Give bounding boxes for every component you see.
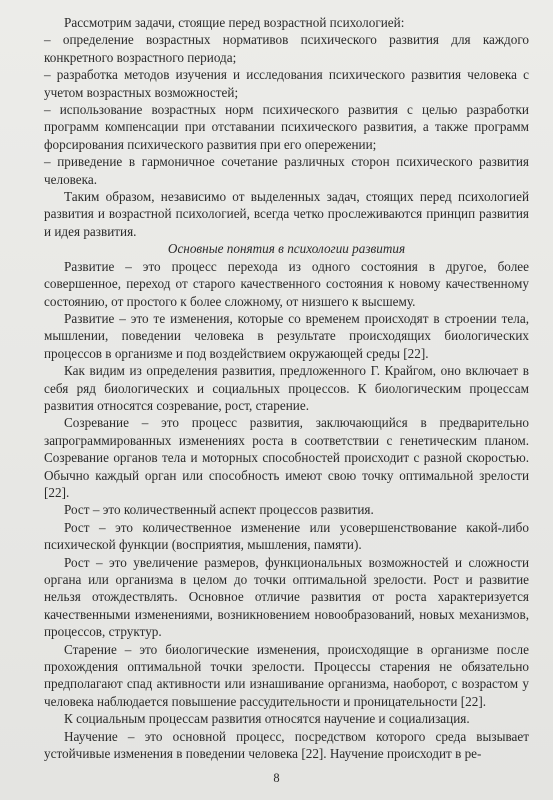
list-item-task: – использование возрастных норм психического развития с целью разработки программ компенсации при отставании психического развития, а также программ форсирования психического развития при его опережении; [44, 102, 529, 152]
page-number: 8 [273, 771, 280, 785]
paragraph-definition: Развитие – это те изменения, которые со временем происходят в строении тела, мышлении, поведении человека в результате происходящих биологических процессов в организме и под воздействием окружающей среды [22]. [44, 310, 529, 361]
paragraph-growth: Рост – это количественное изменение или усовершенствование какой-либо психической функции (восприятия, мышления, памяти). [44, 519, 529, 553]
paragraph-growth: Рост – это увеличение размеров, функциональных возможностей и сложности органа или организма в целом до точки оптимальной зрелости. Рост и развитие нельзя отождествлять. Основное отличие развития от роста характеризуется качественными изменениями, возникновением новообразований, новых механизмов, процессов, структур. [44, 554, 529, 640]
paragraph-maturation: Созревание – это процесс развития, заключающийся в предварительно запрограммированных изменениях роста в соответствии с генетическим планом. Созревание органов тела и моторных способностей происходит с разной скоростью. Обычно каждый орган или способность имеют свою точку оптимальной зрелости [22]. [44, 415, 529, 500]
paragraph-aging: Старение – это биологические изменения, происходящие в организме после прохождения оптимальной точки зрелости. Процессы старения не обязательно предполагают спад активности или изнашивание организма, наоборот, с возрастом у человека наблюдается повышение рассудительности и проницательности [22]. [44, 641, 529, 709]
paragraph-tasks-intro: Рассмотрим задачи, стоящие перед возрастной психологией: [64, 15, 405, 30]
paragraph-conclusion: Таким образом, независимо от выделенных задач, стоящих перед психологией развития и возрастной психологией, всегда четко прослеживаются принцип развития и идея развития. [44, 189, 529, 239]
body-text [44, 14, 529, 762]
paragraph-definition: Развитие – это процесс перехода из одного состояния в другое, более совершенное, переход от старого качественного состояния к новому качественному состоянию, от простого к более сложному, от низшего к высшему. [44, 258, 529, 309]
list-item-task: – приведение в гармоничное сочетание различных сторон психического развития человека. [44, 154, 529, 187]
paragraph-biological-processes: Как видим из определения развития, предложенного Г. Крайгом, оно включает в себя ряд биологических и социальных процессов. К биологическим процессам развития относятся созревание, рост, старение. [44, 363, 529, 413]
section-heading: Основные понятия в психологии развития [167, 241, 406, 257]
paragraph-social-processes: К социальным процессам развития относятся научение и социализация. [64, 711, 470, 727]
paragraph-learning: Научение – это основной процесс, посредством которого среда вызывает устойчивые изменения в поведении человека [22]. Научение происходит в ре- [44, 728, 529, 762]
list-item-task: – определение возрастных нормативов психического развития для каждого конкретного возрастного периода; [44, 32, 529, 65]
paragraph-growth: Рост – это количественный аспект процессов развития. [64, 502, 374, 518]
list-item-task: – разработка методов изучения и исследования психического развития человека с учетом возрастных возможностей; [44, 67, 529, 100]
